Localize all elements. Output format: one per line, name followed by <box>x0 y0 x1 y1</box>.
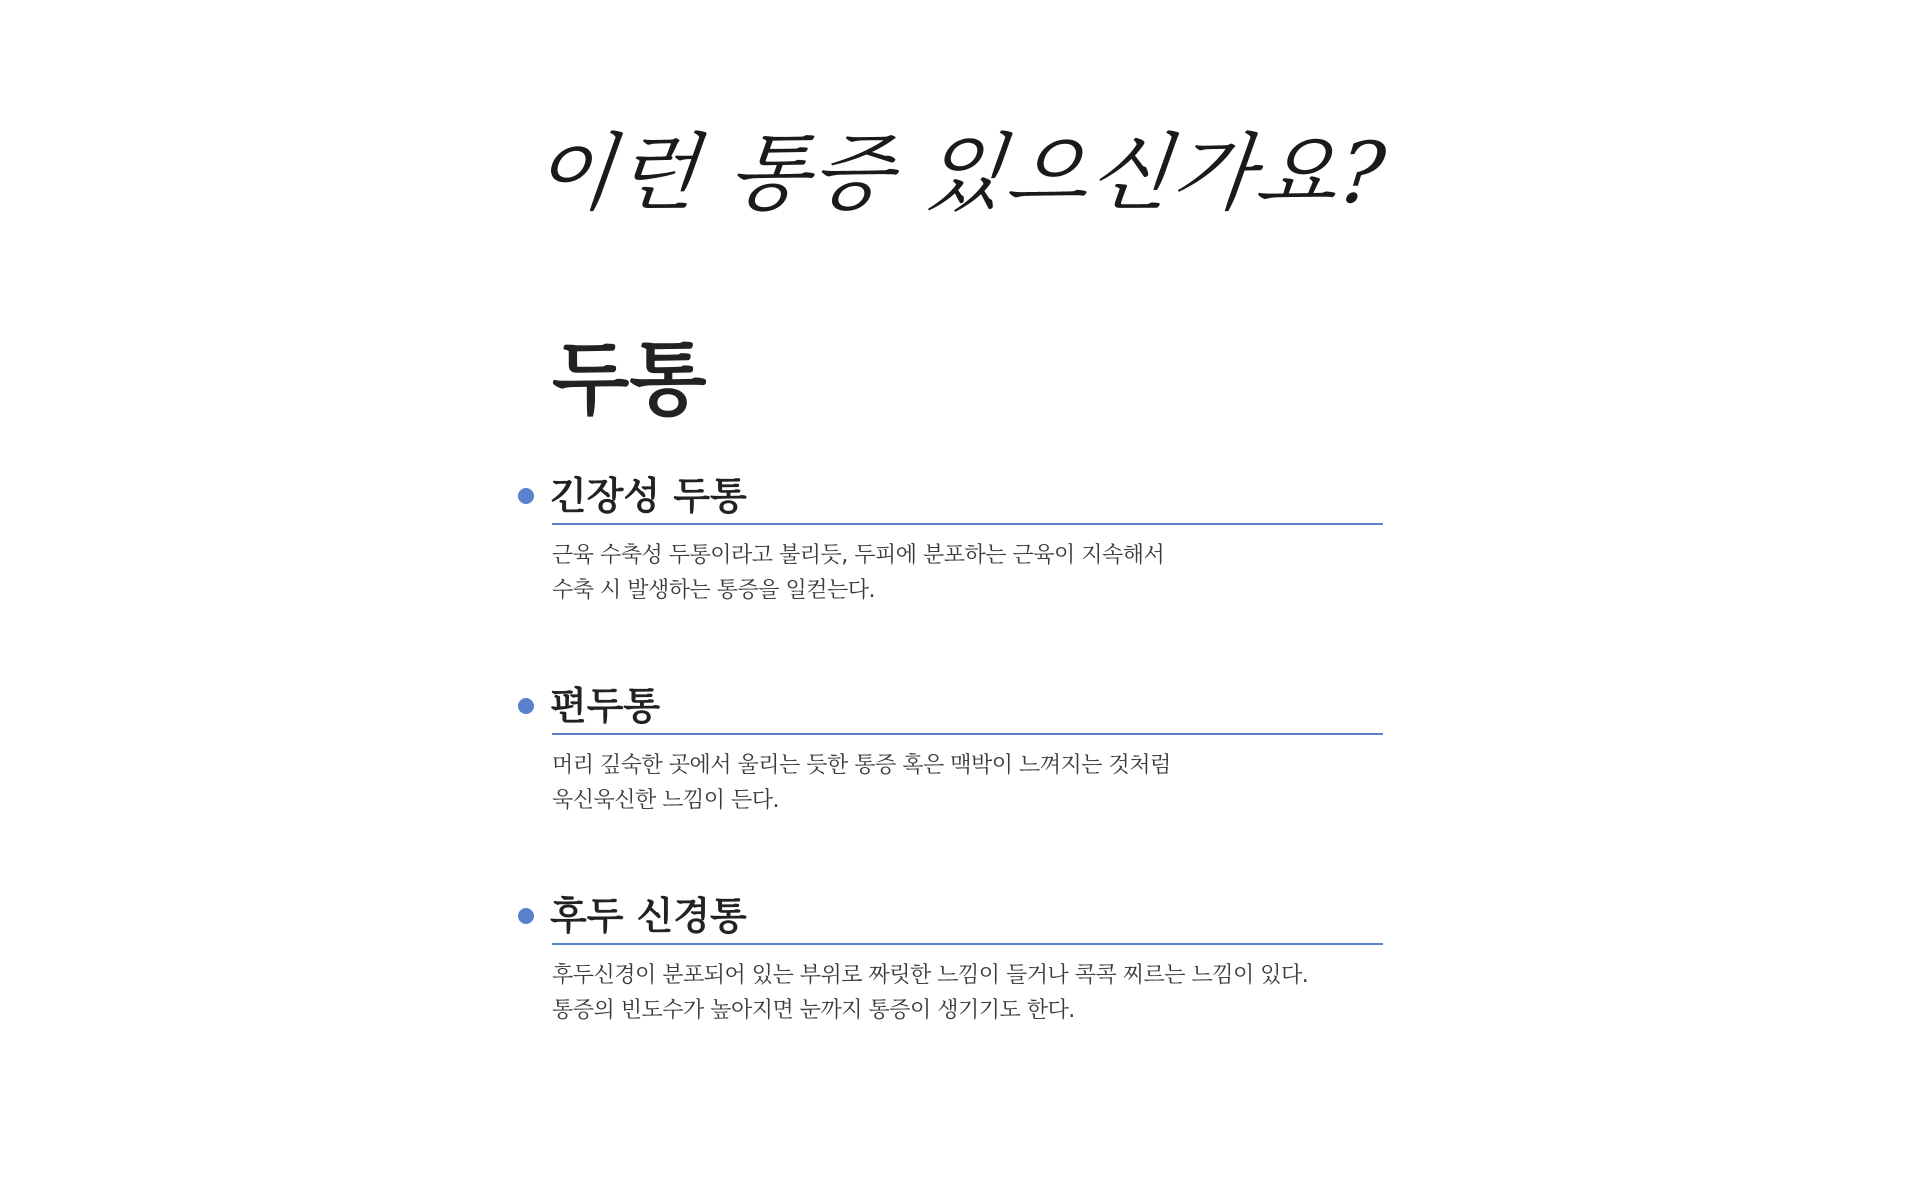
section-description <box>552 538 1383 608</box>
section-description <box>552 958 1383 1028</box>
section-divider <box>552 943 1383 945</box>
bullet-dot-icon <box>518 698 534 714</box>
category-title: 두통 <box>552 333 707 426</box>
description-line: 욱신욱신한 느낌이 든다. <box>552 788 780 813</box>
hero-title: 이런 통증 있으신가요? <box>528 124 1392 222</box>
description-line: 통증의 빈도수가 높아지면 눈까지 통증이 생기기도 한다. <box>552 998 1075 1023</box>
section-divider <box>552 733 1383 735</box>
section-tension-headache <box>518 468 1383 608</box>
description-line: 수축 시 발생하는 통증을 일컫는다. <box>552 578 875 603</box>
section-header <box>518 468 1383 524</box>
description-line: 후두신경이 분포되어 있는 부위로 짜릿한 느낌이 들거나 콕콕 찌르는 느낌이 있다. <box>552 963 1309 988</box>
section-migraine <box>518 678 1383 818</box>
section-divider <box>552 523 1383 525</box>
section-occipital-neuralgia <box>518 888 1383 1028</box>
bullet-dot-icon <box>518 908 534 924</box>
section-header <box>518 888 1383 944</box>
section-title: 긴장성 두통 <box>550 474 747 518</box>
section-title: 편두통 <box>550 684 661 728</box>
description-line: 근육 수축성 두통이라고 불리듯, 두피에 분포하는 근육이 지속해서 <box>552 543 1165 568</box>
section-title: 후두 신경통 <box>550 894 747 938</box>
bullet-dot-icon <box>518 488 534 504</box>
section-header <box>518 678 1383 734</box>
section-description <box>552 748 1383 818</box>
description-line: 머리 깊숙한 곳에서 울리는 듯한 통증 혹은 맥박이 느껴지는 것처럼 <box>552 753 1171 778</box>
